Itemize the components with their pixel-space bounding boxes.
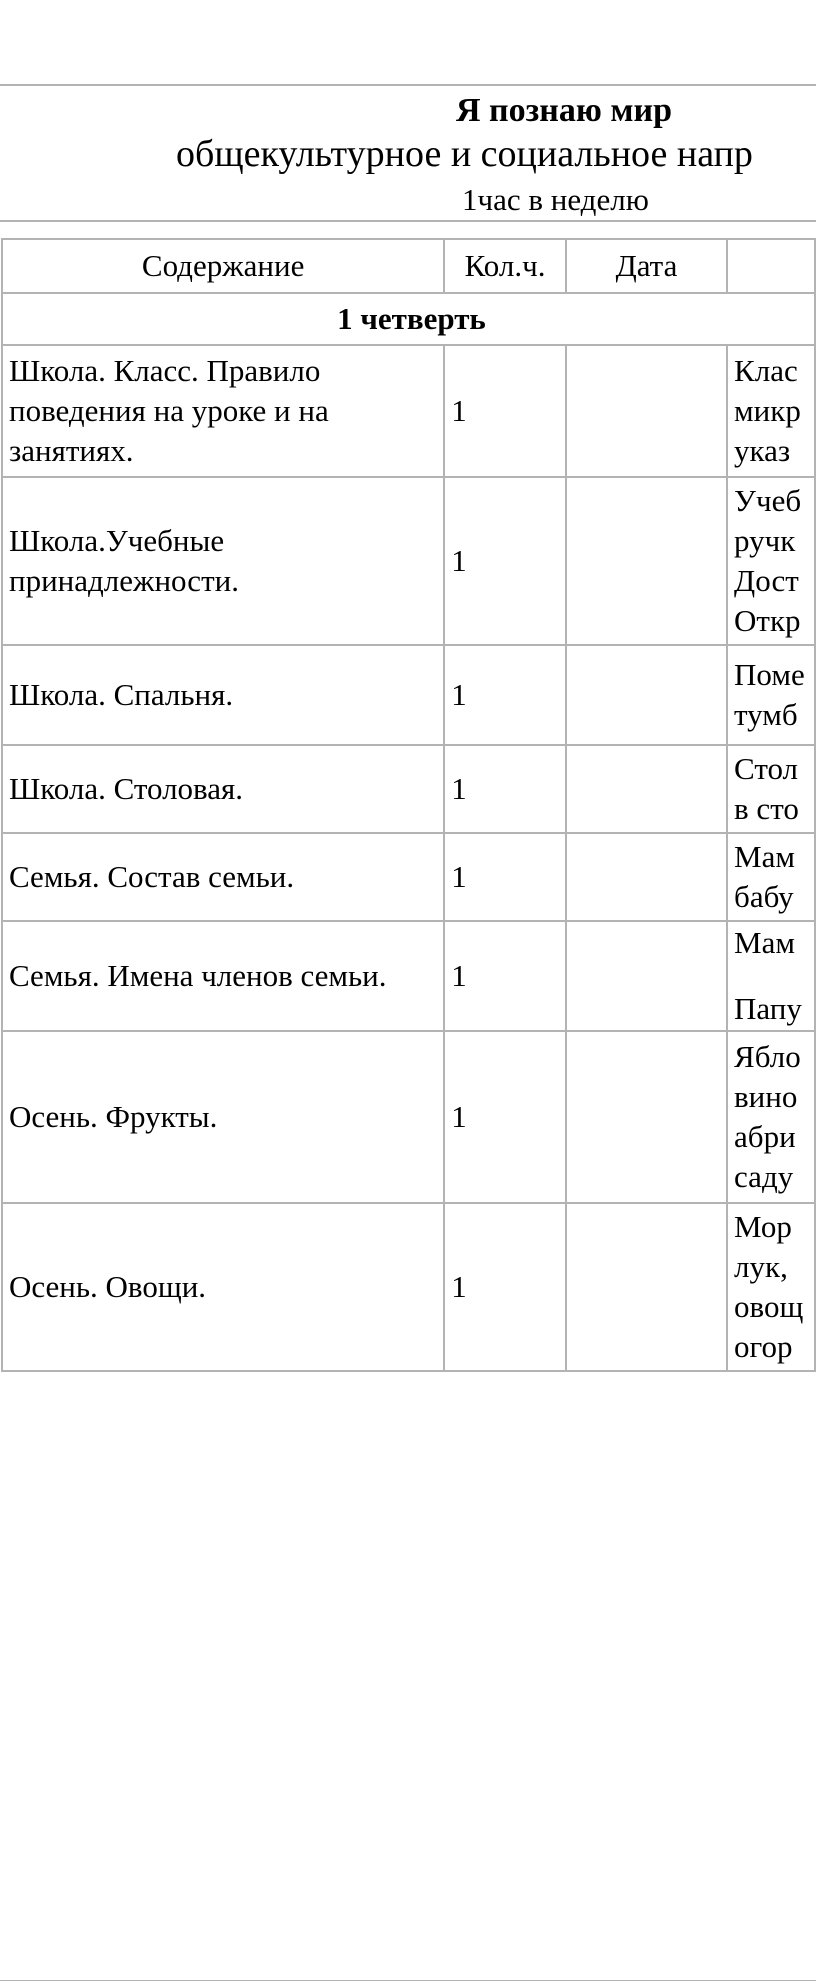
vocab-line: Мам: [734, 925, 795, 960]
document-header: [0, 86, 816, 220]
vocab-line: ручк: [734, 523, 796, 558]
vocab-line: саду: [734, 1159, 794, 1194]
row-date: [566, 345, 727, 477]
row-hours: 1: [444, 1031, 566, 1203]
table-row: [2, 745, 815, 833]
table-row: [2, 1203, 815, 1371]
vocab-line: указ: [734, 433, 791, 468]
vocab-line: Клас: [734, 353, 798, 388]
quarter-row: [2, 293, 815, 345]
row-date: [566, 921, 727, 1031]
row-hours: 1: [444, 645, 566, 745]
row-content: Осень. Фрукты.: [2, 1031, 444, 1203]
table-header-row: [2, 239, 815, 293]
row-date: [566, 745, 727, 833]
row-vocab: [727, 1031, 815, 1203]
row-content: Семья. Состав семьи.: [2, 833, 444, 921]
row-hours: 1: [444, 921, 566, 1031]
row-vocab: [727, 833, 815, 921]
hours-per-week: 1час в неделю: [462, 182, 649, 217]
document-title: Я познаю мир: [456, 92, 673, 129]
page-bottom-rule: [0, 1980, 816, 1981]
row-date: [566, 833, 727, 921]
table-row: [2, 477, 815, 645]
vocab-line: Откр: [734, 603, 801, 638]
row-date: [566, 1203, 727, 1371]
table-row: [2, 921, 815, 1031]
vocab-line: Мам: [734, 839, 795, 874]
row-vocab: [727, 345, 815, 477]
vocab-line: Мор: [734, 1209, 792, 1244]
row-hours: 1: [444, 477, 566, 645]
document-subtitle: общекультурное и социальное напр: [176, 133, 753, 175]
header-date: Дата: [566, 239, 727, 293]
quarter-label: 1 четверть: [2, 293, 815, 345]
row-vocab: [727, 1203, 815, 1371]
row-vocab: [727, 921, 815, 1031]
row-content: Школа. Столовая.: [2, 745, 444, 833]
vocab-line: лук,: [734, 1249, 788, 1284]
vocab-line: Дост: [734, 563, 799, 598]
row-hours: 1: [444, 1203, 566, 1371]
header-vocab: [727, 239, 815, 293]
header-hours: Кол.ч.: [444, 239, 566, 293]
row-hours: 1: [444, 833, 566, 921]
vocab-line: тумб: [734, 697, 798, 732]
row-vocab: [727, 477, 815, 645]
vocab-line: Папу: [734, 991, 802, 1026]
table-row: [2, 1031, 815, 1203]
row-date: [566, 645, 727, 745]
table-row: [2, 645, 815, 745]
vocab-line: вино: [734, 1079, 798, 1114]
vocab-line: Учеб: [734, 483, 802, 518]
row-hours: 1: [444, 745, 566, 833]
table-row: [2, 345, 815, 477]
row-content: Школа. Спальня.: [2, 645, 444, 745]
row-vocab: [727, 645, 815, 745]
vocab-line: Ябло: [734, 1039, 801, 1074]
table-row: [2, 833, 815, 921]
row-date: [566, 477, 727, 645]
vocab-line: бабу: [734, 879, 794, 914]
vocab-line: в сто: [734, 791, 799, 826]
vocab-line: микр: [734, 393, 801, 428]
row-content: Семья. Имена членов семьи.: [2, 921, 444, 1031]
vocab-line: овощ: [734, 1289, 804, 1324]
vocab-line: огор: [734, 1329, 793, 1364]
row-content: Школа.Учебные принадлежности.: [2, 477, 444, 645]
row-content: Осень. Овощи.: [2, 1203, 444, 1371]
vocab-line: Стол: [734, 751, 799, 786]
header-content: Содержание: [2, 239, 444, 293]
row-vocab: [727, 745, 815, 833]
vocab-line: Поме: [734, 657, 805, 692]
vocab-line: абри: [734, 1119, 796, 1154]
header-bottom-rule: [0, 220, 816, 222]
lesson-plan-table: [1, 238, 816, 1372]
row-date: [566, 1031, 727, 1203]
row-hours: 1: [444, 345, 566, 477]
row-content: Школа. Класс. Правило поведения на уроке и на занятиях.: [2, 345, 444, 477]
